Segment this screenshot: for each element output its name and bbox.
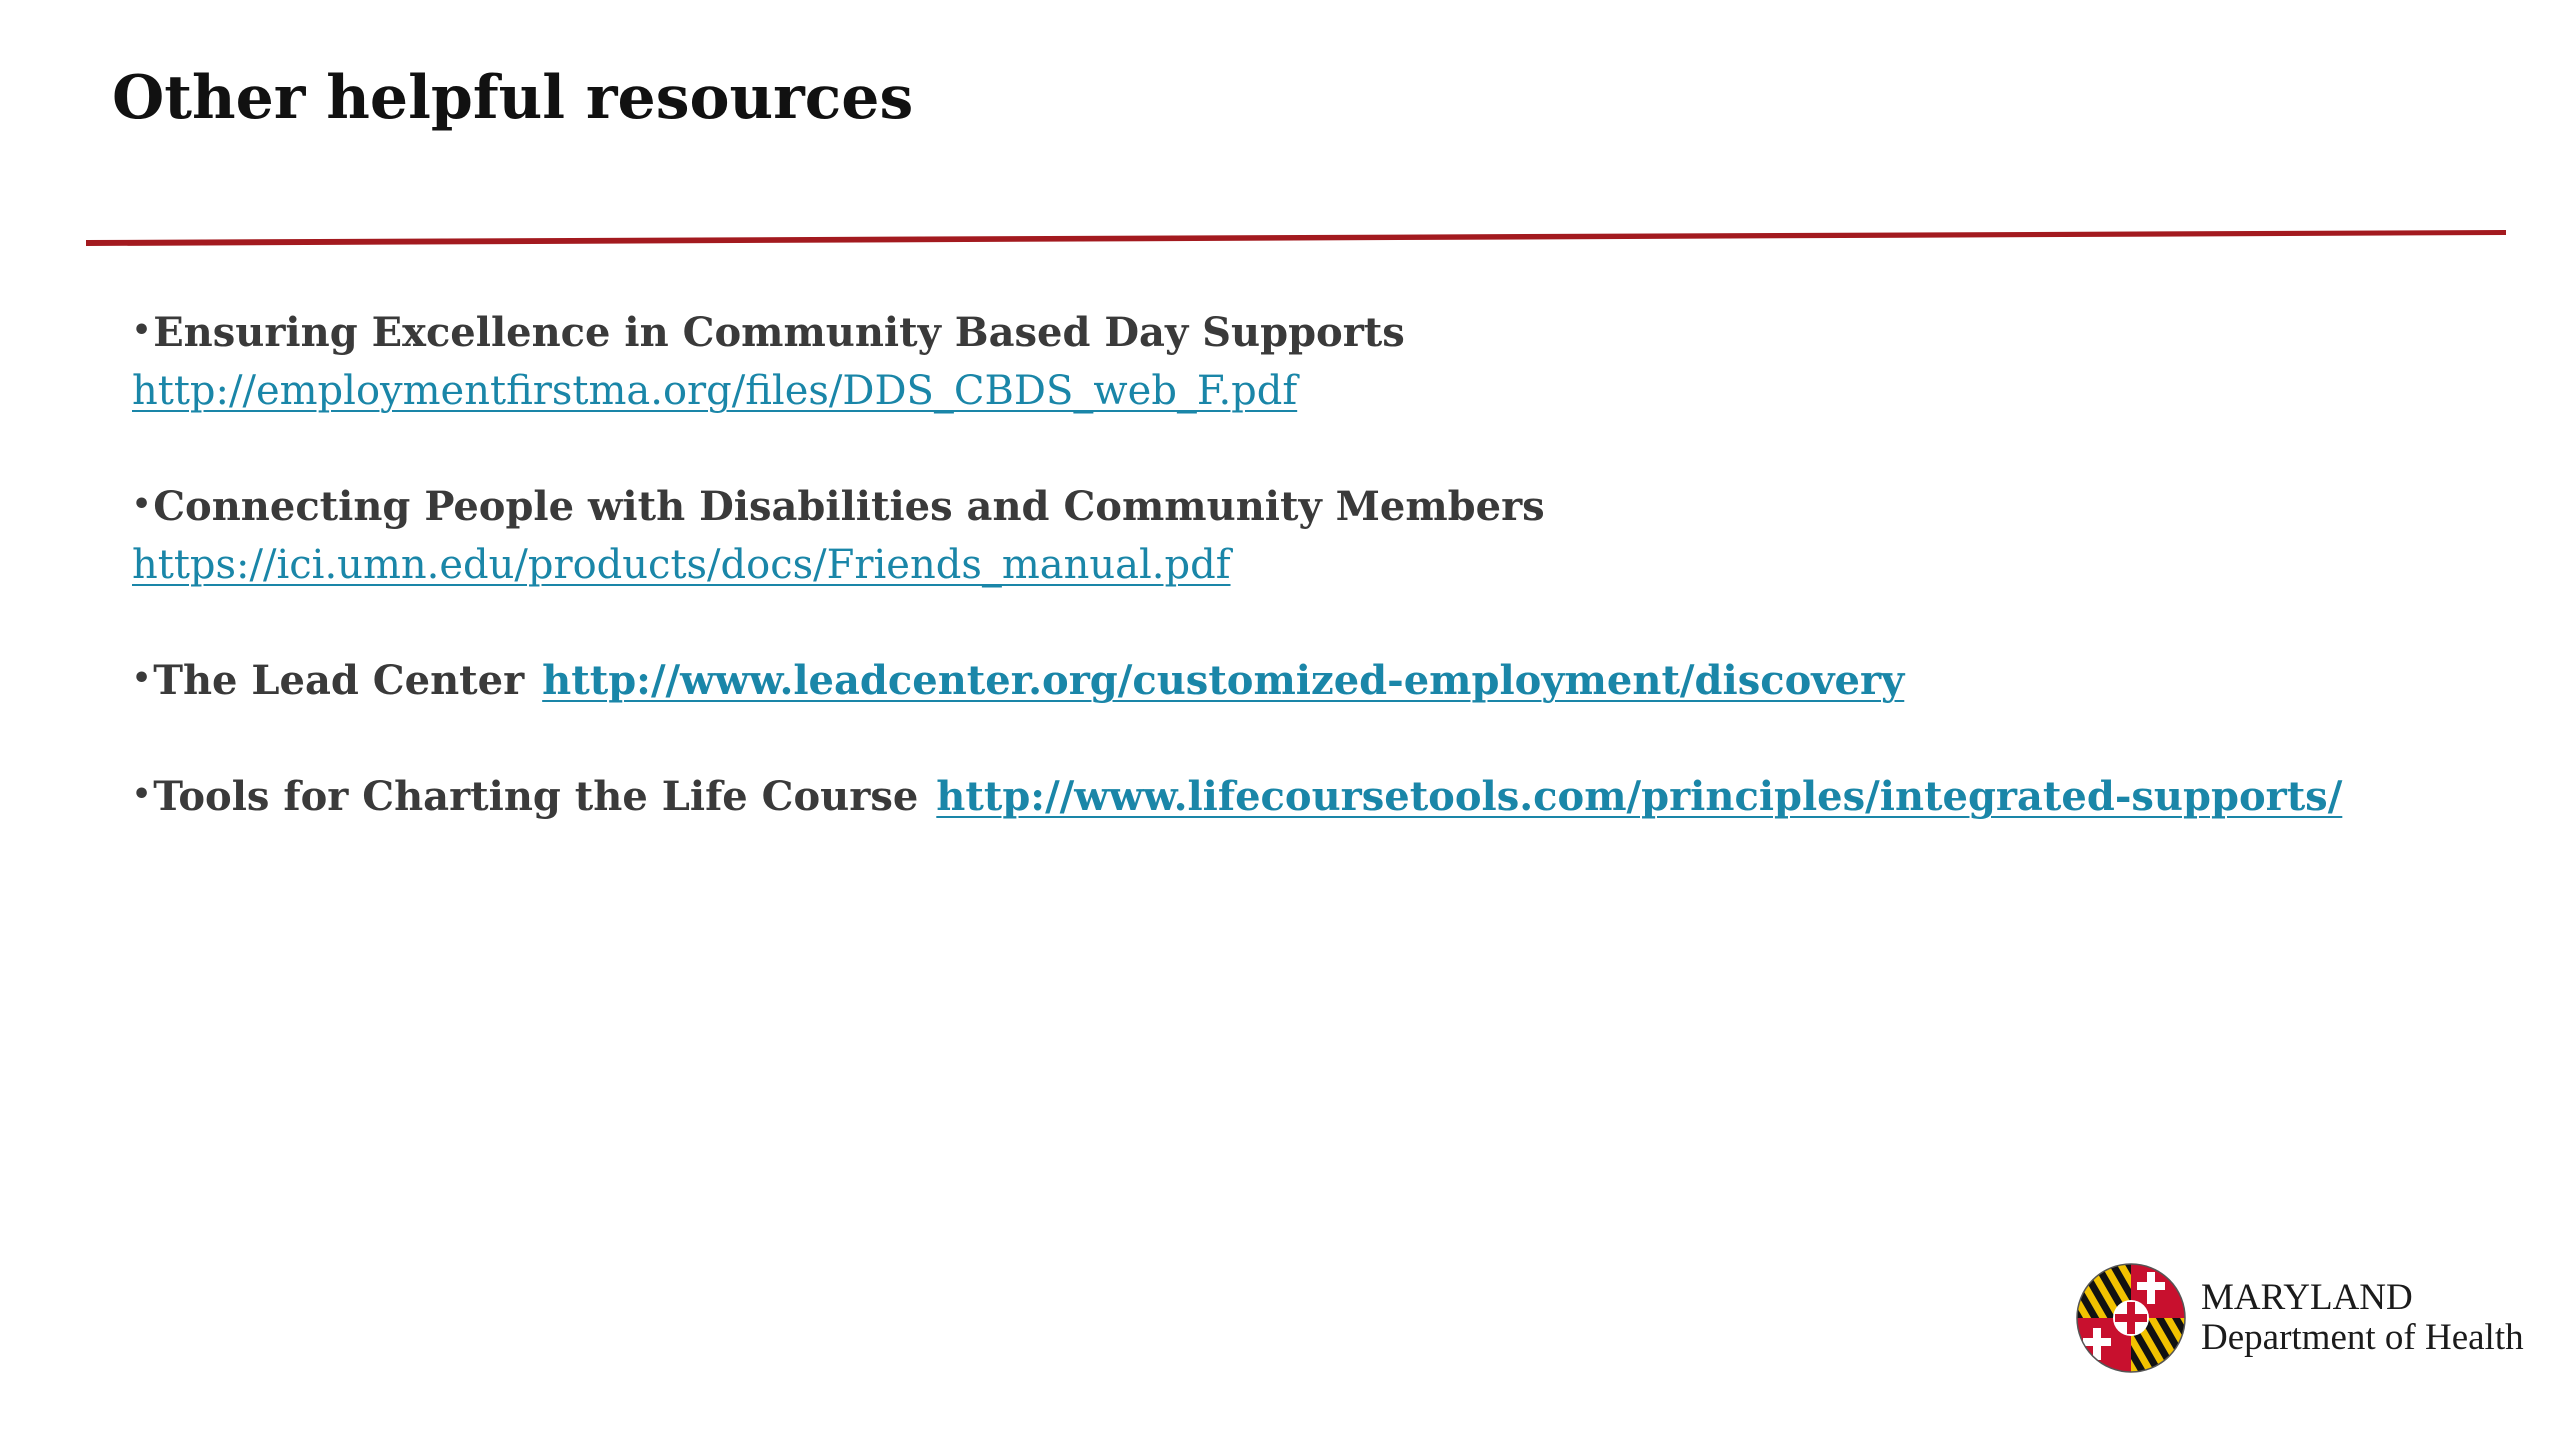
resource-title: Tools for Charting the Life Course xyxy=(153,773,919,820)
resource-link-friends-manual[interactable]: https://ici.umn.edu/products/docs/Friends_manual.pdf xyxy=(132,542,1231,588)
title-divider xyxy=(86,228,2506,252)
resource-title: The Lead Center xyxy=(153,657,525,704)
bullet-marker: • xyxy=(132,661,152,696)
logo-subtitle: Department of Health xyxy=(2201,1317,2524,1358)
resource-link-cbds[interactable]: http://employmentfirstma.org/files/DDS_CBDS_web_F.pdf xyxy=(132,368,1298,414)
resource-link-lead-center[interactable]: http://www.leadcenter.org/customized-employment/discovery xyxy=(542,657,1905,704)
resource-item-lead-center xyxy=(132,650,2432,710)
resource-link-life-course[interactable]: http://www.lifecoursetools.com/principles/integrated-supports/ xyxy=(936,773,2343,820)
maryland-health-logo xyxy=(2075,1262,2524,1374)
logo-title: MARYLAND xyxy=(2201,1277,2413,1318)
resource-item-friends-manual xyxy=(132,476,2432,594)
resource-title: Ensuring Excellence in Community Based Day Supports xyxy=(153,309,1405,356)
slide-title: Other helpful resources xyxy=(112,63,914,133)
resource-list xyxy=(132,302,2432,882)
bullet-marker: • xyxy=(132,777,152,812)
bullet-marker: • xyxy=(132,487,152,522)
maryland-flag-seal-icon xyxy=(2075,1262,2187,1374)
resource-item-life-course xyxy=(132,766,2432,826)
bullet-marker: • xyxy=(132,313,152,348)
resource-item-cbds xyxy=(132,302,2432,420)
resource-title: Connecting People with Disabilities and Community Members xyxy=(153,483,1545,530)
